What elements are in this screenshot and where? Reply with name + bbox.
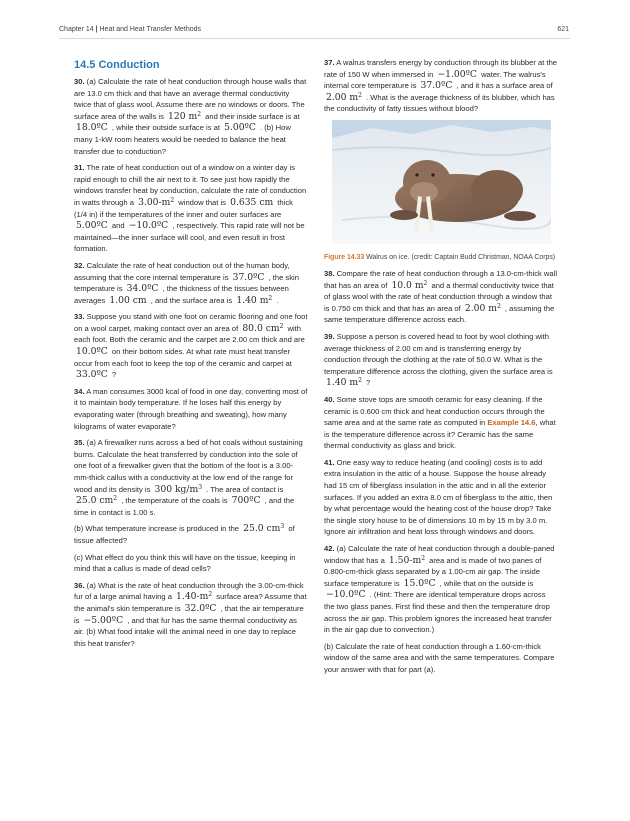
problem-34: 34. A man consumes 3000 kcal of food in one day, converting most of it to maintain body temperature. If he loses half this energy by evaporating water (through breathing and sweating), how many kilograms of water evaporate? <box>74 386 308 431</box>
problem-30: 30. (a) Calculate the rate of heat conduction through house walls that are 13.0 cm thick and that have an average thermal conductivity twice that of glass wool. Assume there are no windows or doors. The surface area of the walls is 120 $m^2$ and their inside surface is at 18.0ºC , while their outside surface is at 5.00ºC . (b) How many 1-kW room heaters would be needed to balance the heat transfer due to conduction? <box>74 77 307 156</box>
header-chapter: Chapter 14 | Heat and Heat Transfer Methods <box>59 26 202 33</box>
problem-38: 38. Compare the rate of heat conduction through a 13.0-cm-thick wall that has an area of 10.0 $m^2$ and a thermal conductivity twice that of glass wool with the rate of heat conduction through a window that is 0.750 cm thick and that has an area of 2.00 $m^2$ , assuming the same temperature difference across each. <box>324 268 558 325</box>
problem-42: 42. (a) Calculate the rate of heat conduction through a double-paned window that has a $1.50-m^2$ area and is made of two panes of 0.800-cm-thick glass separated by a 1.00-cm air gap. The inside surface temperature is 15.0ºC , while that on the outside is −10.0ºC . (Hint: There are identical temperature drops across the two glass panes. First find these and then the temperature drop across the air gap. This problem ignores the increased heat transfer in the air gap due to convection.) (b) Calculate the rate of heat conduction through a 1.60-cm-thick window of the same area and with the same temperatures. Compare your answer with that for part (a). <box>324 543 558 676</box>
problem-31: 31. The rate of heat conduction out of a window on a winter day is rapid enough to chill the air next to it. To see just how rapidly the windows transfer heat by conduction, calculate the rate of conduction in watts through a $3.00-m^2$ window that is 0.635 cm thick (1/4 in) if the temperatures of the inner and outer surfaces are 5.00ºC and −10.0ºC , respectively. This rapid rate will not be maintained—the inner surface will cool, and even result in frost formation. <box>74 163 307 254</box>
problem-39: 39. Suppose a person is covered head to foot by wool clothing with average thickness of 2.00 cm and is transferring energy by conduction through the clothing at the rate of 50.0 W. What is the temperature difference across the clothing, given the surface area is 1.40 $m^2$ ? <box>324 331 553 389</box>
problem-42-part-b: (b) Calculate the rate of heat conduction through a 1.60-cm-thick window of the same area and with the same temperatures. Compare your answer with that for part (a). <box>324 641 555 674</box>
problem-32: 32. Calculate the rate of heat conduction out of the human body, assuming that the core internal temperature is 37.0ºC , the skin temperature is 34.0ºC , the thickness of the tissues between averages 1.00 cm , and the surface area is 1.40 $m^2$ . <box>74 260 299 306</box>
example-link[interactable]: Example 14.6 <box>487 418 536 428</box>
walrus-image <box>332 120 551 244</box>
problem-35-part-c: (c) What effect do you think this will have on the tissue, keeping in mind that a callus is made of dead cells? <box>74 552 296 574</box>
left-column <box>74 58 308 654</box>
problem-35: 35. (a) A firewalker runs across a bed of hot coals without sustaining burns. Calculate the heat transferred by conduction into the sole of one foot of a firewalker given that the bottom of the foot is a 3.00-mm-thick callus with a conductivity at the low end of the range for wood and its density is 300 $kg/m^3$ . The area of contact is 25.0 $cm^2$ , the temperature of the coals is 700ºC , and the time in contact is 1.00 s. (b) What temperature increase is produced in the 25.0 $cm^3$ of tissue affected? (c) What effect do you think this will have on the tissue, keeping in mind that a callus is made of dead cells? <box>74 437 308 575</box>
problem-37: 37. A walrus transfers energy by conduction through its blubber at the rate of 150 W when immersed in −1.00ºC water. The walrus's internal core temperature is 37.0ºC , and it has a surface area of 2.00 $m^2$ . What is the average thickness of its blubber, which has the conductivity of fatty tissues without blood? <box>324 58 558 114</box>
header-divider <box>59 38 570 39</box>
problem-40: 40. Some stove tops are smooth ceramic for easy cleaning. If the ceramic is 0.600 cm thick and heat conduction occurs through the same area and at the same rate as computed in Example 14.6, what is the temperature difference across it? Ceramic has the same thermal conductivity as glass and brick. <box>324 394 556 451</box>
problem-36: 36. (a) What is the rate of heat conduction through the 3.00-cm-thick fur of a large animal having a $1.40-m^2$ surface area? Assume that the animal's skin temperature is 32.0ºC , that the air temperature is −5.00ºC , and that fur has the same thermal conductivity as air. (b) What food intake will the animal need in one day to replace this heat transfer? <box>74 580 307 648</box>
section-title: 14.5 Conduction <box>74 59 160 71</box>
figure-caption: Figure 14.33 Walrus on ice. (credit: Captain Budd Christman, NOAA Corps) <box>324 253 556 261</box>
problem-41: 41. One easy way to reduce heating (and cooling) costs is to add extra insulation in the attic of a house. Suppose the house already had 15 cm of fiberglass insulation in the attic and in all the exterior surfaces. If you added an extra 8.0 cm of fiberglass to the attic, then by what percentage would the heating cost of the house drop? Take the single story house to be of dimensions 10 m by 15 m by 3.0 m. Ignore air infiltration and heat loss through windows and doors. <box>324 457 553 537</box>
walrus-photo <box>332 120 551 244</box>
page-number: 621 <box>557 26 569 33</box>
problem-35-part-b: (b) What temperature increase is produced in the 25.0 $cm^3$ of tissue affected? <box>74 523 295 545</box>
problem-33: 33. Suppose you stand with one foot on ceramic flooring and one foot on a wool carpet, making contact over an area of 80.0 $cm^2$ with each foot. Both the ceramic and the carpet are 2.00 cm thick and are 10.0ºC on their bottom sides. At what rate must heat transfer occur from each foot to keep the top of the ceramic and carpet at 33.0ºC ? <box>74 312 308 381</box>
right-column <box>324 57 558 681</box>
